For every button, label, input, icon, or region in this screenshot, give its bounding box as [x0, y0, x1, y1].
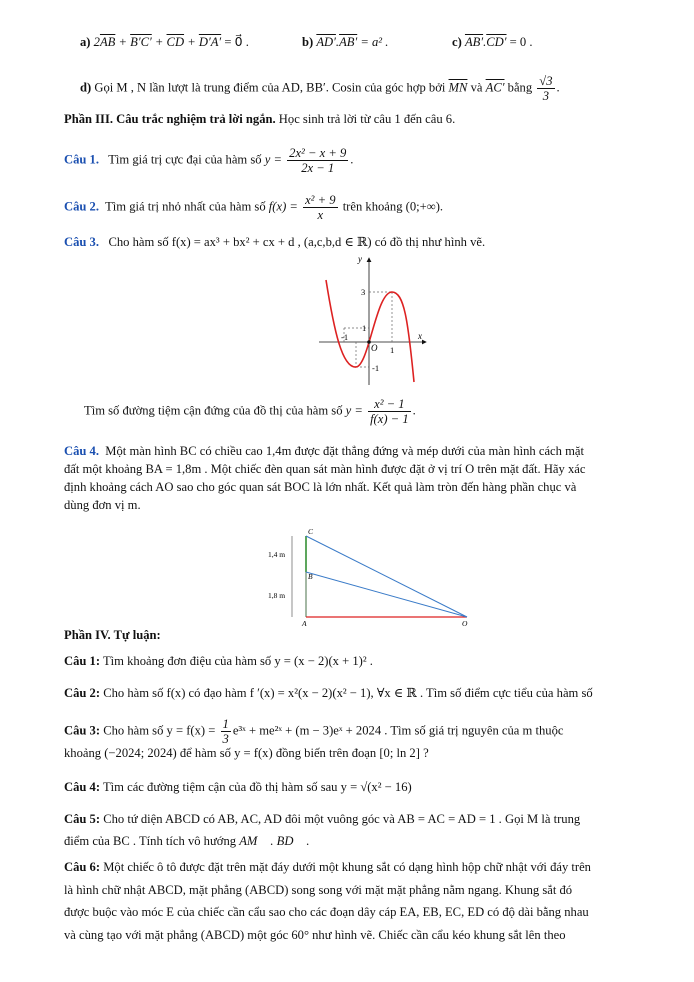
ray-ob — [306, 572, 467, 617]
e3-text1: Cho hàm số y = f(x) = — [103, 723, 216, 738]
e3-fraction — [221, 717, 231, 746]
q4-label: Câu 4. — [64, 444, 99, 458]
text-d: Gọi M , N lần lượt là trung điểm của AD, BB′. Cosin của góc hợp bởi — [94, 80, 446, 95]
label-b-point: B — [308, 572, 313, 581]
e1-label: Câu 1: — [64, 654, 101, 668]
e6-line2: là hình chữ nhật ABCD, mặt phẳng (ABCD) song song với mặt mặt phẳng nằm ngang. Khung sắt đó — [64, 882, 573, 897]
label-a-point: A — [302, 619, 307, 628]
y-label: y — [358, 254, 362, 264]
part4-title: Phần IV. Tự luận: — [64, 628, 161, 642]
e5-text: Cho tứ diện ABCD có AB, AC, AD đôi một vuông góc và AB = AC = AD = 1 . Gọi M là trung — [103, 812, 581, 826]
label-d: d) — [80, 80, 92, 95]
q3-ask: Tìm số đường tiệm cận đứng của đồ thị của hàm số — [84, 403, 343, 418]
tick-1: 1 — [362, 323, 367, 333]
question-1: Câu 1. Tìm giá trị cực đại của hàm số y = $\frac{\text{2x² − x + 9}}{2x - 1}$ . — [64, 146, 354, 175]
and-word: và — [470, 80, 483, 95]
q3-label: Câu 3. — [64, 235, 99, 249]
eq-c: = 0 . — [509, 35, 533, 49]
q4-line3: định khoảng cách AO sao cho góc quan sát BOC là lớn nhất. Kết quả làm tròn đến hàng phần chục và — [64, 480, 577, 494]
equals-word: bằng — [507, 80, 533, 95]
x-label: x — [418, 331, 422, 341]
q3-text: Cho hàm số f(x) = ax³ + bx² + cx + d , (a,c,b,d ∈ ℝ) có đồ thị như hình vẽ. — [108, 235, 486, 249]
part3-heading — [64, 111, 455, 127]
frac-den: 3 — [542, 89, 550, 103]
e6-line3: được buộc vào móc E của chiếc cần cẩu sao cho các đoạn dây cáp EA, EB, EC, ED có độ dài bằng nhau — [64, 905, 589, 919]
q2-text: Tìm giá trị nhỏ nhất của hàm số — [105, 199, 266, 214]
tick-neg1-y: -1 — [372, 363, 380, 373]
frac-den: 2x − 1 — [301, 161, 335, 175]
part3-subtitle: Học sinh trả lời từ câu 1 đến câu 6. — [278, 112, 456, 126]
e4-label: Câu 4: — [64, 780, 101, 794]
e1-text: Tìm khoảng đơn điệu của hàm số y = (x − 2)(x + 1)² . — [102, 654, 373, 668]
exercise-5 — [64, 811, 580, 827]
e4-text: Tìm các đường tiệm cận của đồ thị hàm số sau y = √(x² − 16) — [102, 780, 412, 794]
label-o-point: O — [462, 619, 468, 628]
ray-oc — [306, 536, 467, 617]
e2-text: Cho hàm số f(x) có đạo hàm f ′(x) = x²(x − 2)(x² − 1), ∀x ∈ ℝ . Tìm số điểm cực tiểu của hàm số — [103, 686, 593, 700]
frac-num: x² + 9 — [305, 193, 336, 207]
frac-den: x — [317, 208, 324, 222]
frac-num: √3 — [539, 74, 553, 88]
e3-text2: e³ˣ + me²ˣ + (m − 3)eˣ + 2024 . Tìm số giá trị nguyên của m thuộc — [232, 723, 564, 738]
frac-num: x² − 1 — [368, 397, 411, 412]
question-4 — [64, 442, 674, 514]
e3-label: Câu 3: — [64, 723, 101, 738]
eq-b: = a² . — [360, 35, 389, 49]
cubic-curve — [326, 280, 414, 382]
statement-a: a) $2\overline{AB} + B'C' + \overline{CD} + D'A'$ = 0⃗ . — [80, 35, 249, 49]
frac-num: 1 — [222, 717, 229, 731]
exercise-4 — [64, 779, 412, 795]
q1-label: Câu 1. — [64, 152, 99, 167]
question-2 — [64, 193, 443, 222]
q2-fx: f(x) = — [268, 199, 298, 214]
q1-fraction — [287, 146, 348, 175]
exercise-5-line2 — [64, 833, 310, 849]
q2-label: Câu 2. — [64, 199, 99, 214]
question-3-ask: Tìm số đường tiệm cận đứng của đồ thị của hàm số y = $\frac{\text{x² − 1}}{f(x) - 1}$ . — [84, 397, 416, 426]
exercise-1 — [64, 653, 373, 669]
part3-title: Phần III. Câu trắc nghiệm trả lời ngắn. — [64, 112, 276, 126]
exercise-3-line2: khoảng (−2024; 2024) để hàm số y = f(x) đồng biến trên đoạn [0; ln 2] ? — [64, 746, 429, 760]
label-c-point: C — [308, 527, 314, 536]
e6-line4: và cùng tạo với mặt phẳng (ABCD) một góc 60° như hình vẽ. Chiếc cần cẩu kéo khung sắt lên theo — [64, 927, 566, 942]
label-b: b) — [302, 35, 314, 49]
e5-label: Câu 5: — [64, 812, 101, 826]
statement-c: c) AB′.CD′ = 0 . — [452, 35, 533, 49]
exercise-2 — [64, 685, 593, 701]
tick-neg1-x: -1 — [341, 332, 349, 342]
q2-tail: trên khoảng (0;+∞). — [342, 199, 444, 214]
tick-3: 3 — [361, 287, 366, 297]
cubic-graph — [314, 250, 434, 390]
label-c: c) — [452, 35, 462, 49]
origin-label: O — [371, 343, 378, 353]
frac-den: 3 — [222, 732, 229, 746]
eq-a: = 0⃗ . — [224, 35, 249, 49]
q4-line2: đất một khoảng BA = 1,8m . Một chiếc đèn quan sát màn hình được đặt ở vị trí O trên mặt đất. Hãy xác — [64, 462, 586, 476]
statement-d: d) Gọi M , N lần lượt là trung điểm của AD, BB′. Cosin của góc hợp bởi $\overline{MN}$ và AC′ bằng $\frac{√3}{3}$ . — [80, 74, 560, 103]
q3-fraction — [368, 397, 411, 426]
e5-line2a: điểm của BC . Tính tích vô hướng — [64, 834, 237, 848]
exercise-3 — [64, 717, 563, 746]
e5-line2b: AM⃗ . BD⃗ . — [239, 834, 310, 848]
statement-b: b) AD′.AB′ = a² . — [302, 35, 389, 49]
q1-text: Tìm giá trị cực đại của hàm số — [108, 152, 262, 167]
screen-figure — [262, 524, 478, 628]
frac-den: f(x) − 1 — [370, 412, 409, 426]
question-3 — [64, 234, 485, 250]
q4-line4: dùng đơn vị m. — [64, 498, 141, 512]
tick-1-x: 1 — [390, 345, 395, 355]
e6-line1: Một chiếc ô tô được đặt trên mặt đáy dưới một khung sắt có dạng hình hộp chữ nhật với đáy trên — [103, 860, 591, 874]
q2-fraction — [303, 193, 337, 222]
q4-line1: Một màn hình BC có chiều cao 1,4m được đặt thẳng đứng và mép dưới của màn hình cách mặt — [105, 444, 584, 458]
label-a: a) — [80, 35, 91, 49]
e6-label: Câu 6: — [64, 860, 101, 874]
e2-label: Câu 2: — [64, 686, 101, 700]
height-ba: 1,8 m — [268, 591, 286, 600]
frac-num: 2x² − x + 9 — [289, 146, 347, 160]
exercise-6 — [64, 856, 678, 946]
fraction-d — [537, 74, 554, 103]
height-bc: 1,4 m — [268, 550, 286, 559]
